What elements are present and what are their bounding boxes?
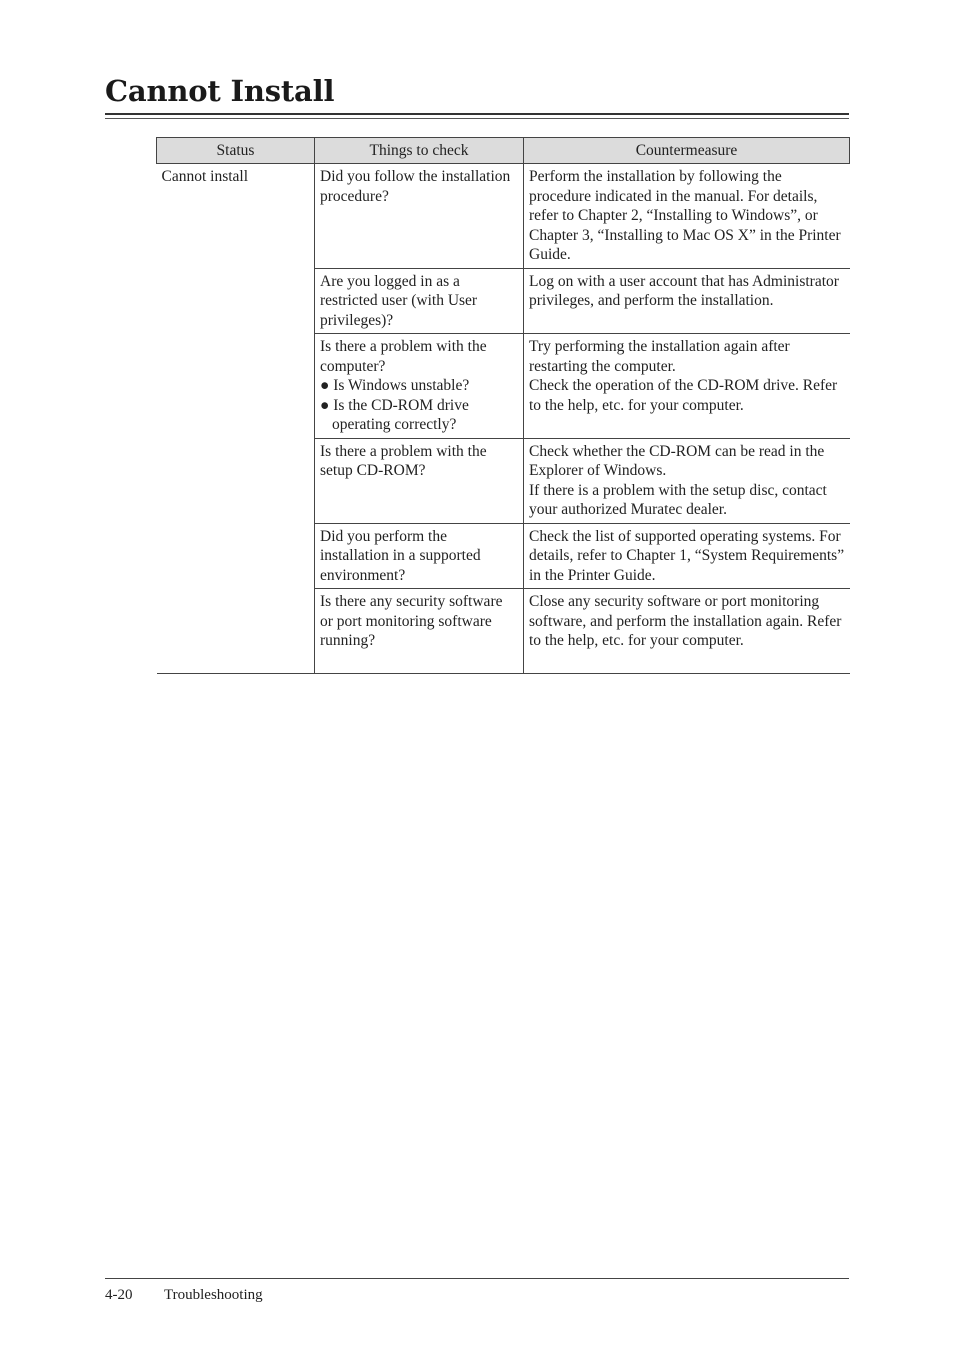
countermeasure-text: Check the list of supported operating systems. For details, refer to Chapter 1, “System Requirements” in the Printer Guide.: [529, 527, 845, 584]
check-text: Did you perform the installation in a supported environment?: [320, 527, 481, 584]
countermeasure-text: Check whether the CD-ROM can be read in the Explorer of Windows.: [529, 442, 825, 479]
header-status: Status: [157, 138, 315, 164]
check-cell: [315, 334, 524, 439]
countermeasure-cell: [524, 589, 850, 674]
status-text: Cannot install: [161, 168, 249, 185]
check-text: Are you logged in as a restricted user (with User privileges)?: [320, 272, 478, 329]
check-bullet: ● Is the CD-ROM drive operating correctly?: [320, 396, 469, 433]
status-cell: [157, 164, 315, 674]
troubleshooting-table: [156, 137, 850, 674]
countermeasure-extra-text: Check the operation of the CD-ROM drive. Refer to the help, etc. for your computer.: [529, 377, 838, 414]
page-title: Cannot Install: [105, 74, 335, 108]
check-bullet: ● Is Windows unstable?: [320, 377, 470, 394]
countermeasure-cell: [524, 164, 850, 269]
countermeasure-cell: [524, 334, 850, 439]
check-cell: [315, 589, 524, 674]
header-countermeasure: Countermeasure: [524, 138, 850, 164]
footer-rule: [105, 1278, 849, 1279]
check-cell: [315, 438, 524, 523]
countermeasure-text: Close any security software or port monitoring software, and perform the installation again. Refer to the help, etc. for your computer.: [529, 593, 842, 649]
countermeasure-text: Log on with a user account that has Administrator privileges, and perform the installation.: [529, 272, 839, 309]
footer-page-number: 4-20: [105, 1287, 133, 1303]
check-text: Is there a problem with the computer?: [320, 338, 487, 375]
check-cell: [315, 523, 524, 589]
title-rule-thin: [105, 118, 849, 119]
countermeasure-cell: [524, 523, 850, 589]
check-cell: [315, 268, 524, 334]
table-header-row: [157, 138, 850, 164]
check-text: Did you follow the installation procedure?: [320, 168, 511, 205]
countermeasure-text: Try performing the installation again after restarting the computer.: [529, 338, 790, 375]
check-text: Is there any security software or port monitoring software running?: [320, 593, 503, 649]
check-text: Is there a problem with the setup CD-ROM?: [320, 442, 487, 479]
countermeasure-extra-text: If there is a problem with the setup disc, contact your authorized Muratec dealer.: [529, 481, 827, 518]
title-rule-thick: [105, 113, 849, 115]
table-row: [157, 164, 850, 269]
check-cell: [315, 164, 524, 269]
countermeasure-cell: [524, 438, 850, 523]
header-things-to-check: Things to check: [315, 138, 524, 164]
footer-section-title: Troubleshooting: [164, 1287, 263, 1303]
countermeasure-cell: [524, 268, 850, 334]
countermeasure-text: Perform the installation by following the procedure indicated in the manual. For details, refer to Chapter 2, “Installing to Windows”, or Chapter 3, “Installing to Mac OS X” in the Printer Guide.: [529, 168, 841, 263]
